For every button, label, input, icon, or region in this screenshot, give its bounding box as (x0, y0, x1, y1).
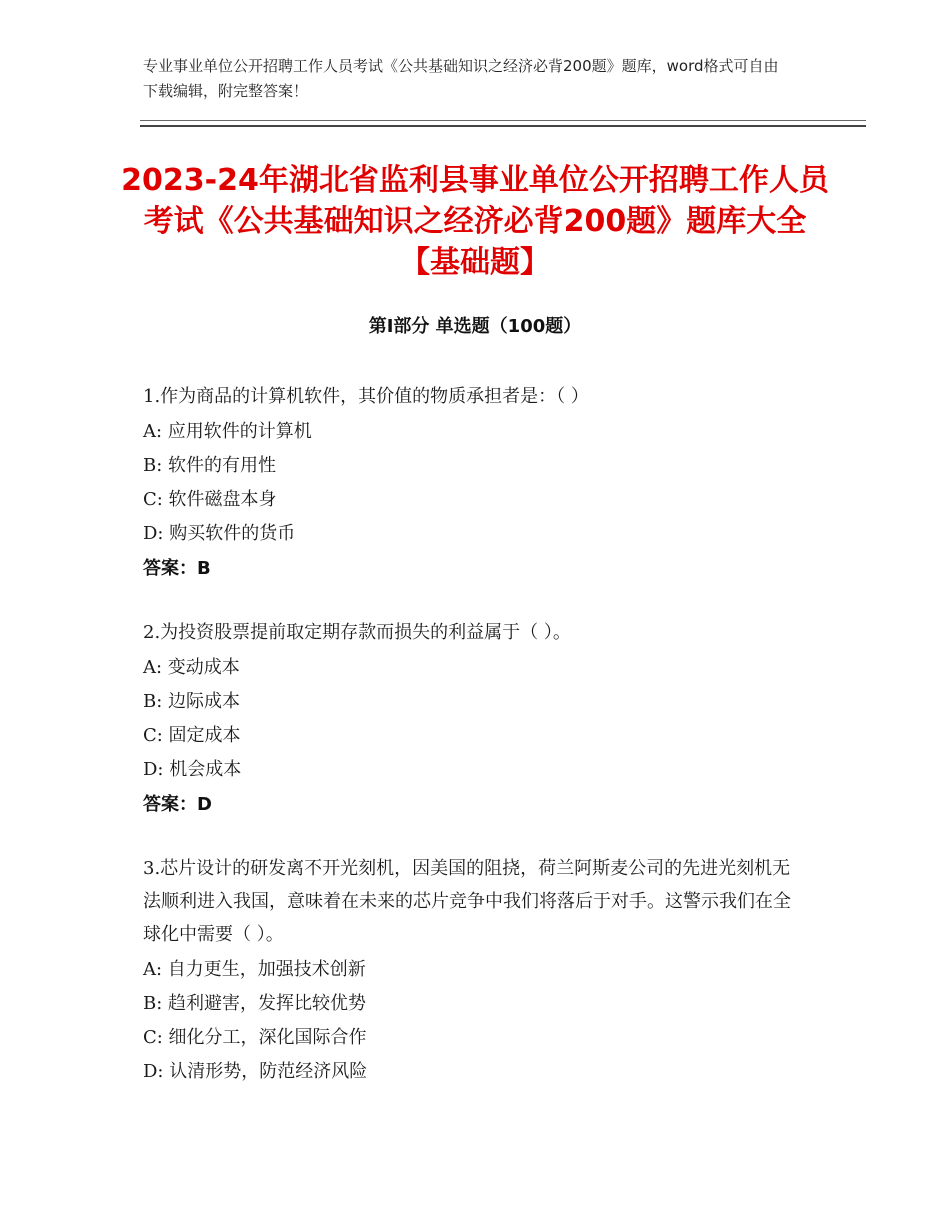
option-d: D: 认清形势，防范经济风险 (143, 1061, 368, 1082)
answer: 答案：D (143, 794, 212, 815)
option-a: A: 自力更生，加强技术创新 (143, 959, 366, 980)
option-d: D: 购买软件的货币 (143, 523, 296, 544)
header-divider-thick (140, 125, 866, 127)
option-d: D: 机会成本 (143, 759, 242, 780)
option-b: B: 软件的有用性 (143, 455, 277, 476)
question-text: 3.芯片设计的研发离不开光刻机，因美国的阻挠，荷兰阿斯麦公司的先进光刻机无法顺利进入我国，意味着在未来的芯片竞争中我们将落后于对手。这警示我们在全球化中需要（ ）。 (143, 858, 791, 945)
document-title: 2023-24年湖北省监利县事业单位公开招聘工作人员考试《公共基础知识之经济必背200题》题库大全【基础题】 (121, 163, 829, 280)
answer: 答案：B (143, 558, 211, 579)
question-list (143, 380, 803, 1119)
section-title: 第Ⅰ部分 单选题（100题） (368, 316, 582, 337)
option-b: B: 边际成本 (143, 691, 241, 712)
option-b: B: 趋利避害，发挥比较优势 (143, 993, 367, 1014)
header-divider-thin (140, 120, 866, 121)
option-a: A: 变动成本 (143, 657, 240, 678)
question-text: 2.为投资股票提前取定期存款而损失的利益属于（ ）。 (143, 622, 571, 643)
option-a: A: 应用软件的计算机 (143, 421, 312, 442)
option-c: C: 细化分工，深化国际合作 (143, 1027, 367, 1048)
question-3 (143, 852, 803, 1087)
question-2 (143, 616, 803, 820)
question-1 (143, 380, 803, 584)
option-c: C: 软件磁盘本身 (143, 489, 277, 510)
question-text: 1.作为商品的计算机软件，其价值的物质承担者是：（ ） (143, 386, 589, 407)
header-note: 专业事业单位公开招聘工作人员考试《公共基础知识之经济必背200题》题库，word格式可自由下载编辑，附完整答案！ (143, 57, 779, 100)
option-c: C: 固定成本 (143, 725, 241, 746)
